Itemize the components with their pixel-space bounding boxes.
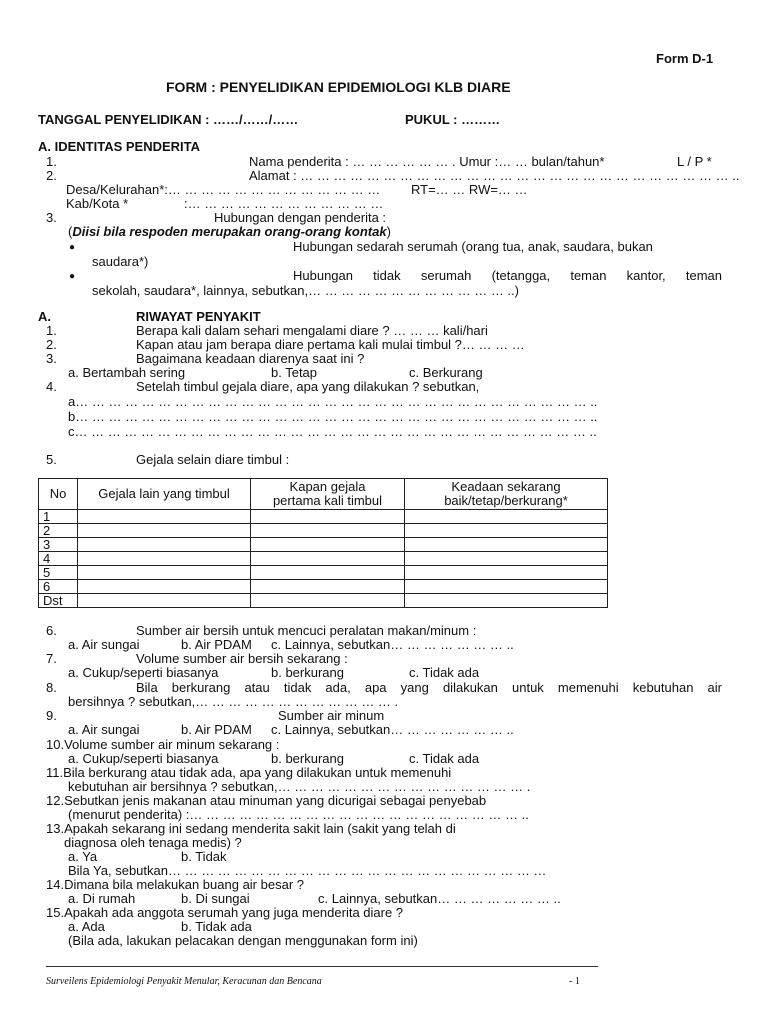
table-header-row [39, 479, 608, 510]
table-cell[interactable] [405, 524, 608, 538]
question-10: 10.Volume sumber air minum sekarang : [46, 737, 280, 752]
option-c: c. Lainnya, sebutkan… … … … … … … .. [271, 637, 514, 652]
item-number: 7. [46, 651, 57, 666]
question-13-continued: diagnosa oleh tenaga medis) ? [64, 835, 242, 850]
option-a: a. Ada [68, 919, 105, 934]
table-row [39, 552, 608, 566]
question-11-continued: kebutuhan air bersihnya ? sebutkan,… … … … … … … … … … … … … … … . [68, 779, 531, 794]
option-c: c. Lainnya, sebutkan… … … … … … … .. [271, 722, 514, 737]
table-cell[interactable] [251, 552, 405, 566]
table-header: No [39, 479, 78, 510]
table-cell[interactable] [251, 594, 405, 608]
question-7: Volume sumber air bersih sekarang : [136, 651, 348, 666]
item-number: 9. [46, 708, 57, 723]
option-b: b. berkurang [271, 665, 344, 680]
sex-field: L / P * [677, 154, 712, 169]
table-cell[interactable] [78, 580, 251, 594]
question-15: 15.Apakah ada anggota serumah yang juga menderita diare ? [46, 905, 404, 920]
alamat-field: Alamat : … … … … … … … … … … … … … … … … … … … … … … … … … … .. [249, 168, 740, 183]
answer-line-a: a… … … … … … … … … … … … … … … … … … … … … … … … … … … … … … … .. [68, 394, 598, 409]
table-cell[interactable] [78, 524, 251, 538]
question-5: Gejala selain diare timbul : [136, 452, 290, 467]
item-number: 6. [46, 623, 57, 638]
question-6: Sumber air bersih untuk mencuci peralatan makan/minum : [136, 623, 477, 638]
table-row [39, 580, 608, 594]
table-cell[interactable] [251, 566, 405, 580]
tanggal-field: TANGGAL PENYELIDIKAN : ……/……/…… [38, 112, 299, 127]
form-code: Form D-1 [656, 51, 714, 66]
row-number: 1 [39, 510, 78, 524]
table-cell[interactable] [251, 580, 405, 594]
symptom-table [38, 478, 608, 608]
option-a: a. Cukup/seperti biasanya [68, 751, 219, 766]
item-number: 3. [46, 351, 57, 366]
row-number: 2 [39, 524, 78, 538]
table-cell[interactable] [405, 552, 608, 566]
rt-rw-field: RT=… … RW=… … [411, 182, 528, 197]
table-header: Kapan gejala pertama kali timbul [251, 479, 405, 510]
table-row [39, 538, 608, 552]
item-number: 5. [46, 452, 57, 467]
question-12: 12.Sebutkan jenis makanan atau minuman yang dicurigai sebagai penyebab [46, 793, 487, 808]
question-11: 11.Bila berkurang atau tidak ada, apa yang dilakukan untuk memenuhi [46, 765, 452, 780]
footer-divider [46, 966, 598, 967]
question-4: Setelah timbul gejala diare, apa yang dilakukan ? sebutkan, [136, 379, 480, 394]
option-b: b. Di sungai [181, 891, 250, 906]
item-number: 4. [46, 379, 57, 394]
table-cell[interactable] [78, 538, 251, 552]
question-12-continued: (menurut penderita) :… … … … … … … … … … … … … … … … … … … … .. [68, 807, 529, 822]
pukul-field: PUKUL : ……… [405, 112, 501, 127]
row-number: 5 [39, 566, 78, 580]
table-row [39, 594, 608, 608]
hubungan-label: Hubungan dengan penderita : [214, 210, 387, 225]
table-cell[interactable] [405, 566, 608, 580]
bullet-icon: ● [69, 271, 76, 282]
option-c: c. Lainnya, sebutkan… … … … … … … .. [318, 891, 561, 906]
item-number: 3. [46, 210, 57, 225]
page-number: - 1 [569, 976, 580, 987]
row-number: 6 [39, 580, 78, 594]
option-c: c. Berkurang [409, 365, 483, 380]
item-number: 8. [46, 680, 57, 695]
table-row [39, 524, 608, 538]
table-cell[interactable] [405, 580, 608, 594]
table-cell[interactable] [78, 552, 251, 566]
kab-label: Kab/Kota * [66, 196, 129, 211]
item-number: 1. [46, 154, 57, 169]
answer-line: Bila Ya, sebutkan… … … … … … … … … … … … … … … … … … … … … … … [68, 863, 547, 878]
hubungan-tidak-serumah-line1: Hubungan tidak serumah (tetangga, teman kantor, teman [293, 268, 722, 283]
table-cell[interactable] [405, 510, 608, 524]
question-14: 14.Dimana bila melakukan buang air besar ? [46, 877, 304, 892]
item-number: 2. [46, 168, 57, 183]
question-8: Bila berkurang atau tidak ada, apa yang dilakukan untuk memenuhi kebutuhan air [136, 680, 722, 695]
table-cell[interactable] [405, 594, 608, 608]
instruction-note: (Bila ada, lakukan pelacakan dengan menggunakan form ini) [68, 933, 418, 948]
table-cell[interactable] [78, 566, 251, 580]
table-cell[interactable] [251, 510, 405, 524]
table-header: Gejala lain yang timbul [78, 479, 251, 510]
table-cell[interactable] [78, 510, 251, 524]
table-row [39, 510, 608, 524]
item-number: 2. [46, 337, 57, 352]
table-header: Keadaan sekarang baik/tetap/berkurang* [405, 479, 608, 510]
option-b: b. Tidak ada [181, 919, 252, 934]
option-b: b. Air PDAM [181, 637, 252, 652]
option-b: b. Air PDAM [181, 722, 252, 737]
section-b-letter: A. [38, 309, 51, 324]
table-row [39, 566, 608, 580]
footer-text: Surveilens Epidemiologi Penyakit Menular, Keracunan dan Bencana [46, 976, 322, 987]
option-a: a. Air sungai [68, 722, 140, 737]
question-2: Kapan atau jam berapa diare pertama kali mulai timbul ?… … … … [136, 337, 525, 352]
hubungan-tidak-serumah-line2: sekolah, saudara*, lainnya, sebutkan,… … … … … … … … … … … … ..) [92, 283, 519, 298]
form-title: FORM : PENYELIDIKAN EPIDEMIOLOGI KLB DIARE [166, 79, 511, 95]
question-3: Bagaimana keadaan diarenya saat ini ? [136, 351, 365, 366]
question-13: 13.Apakah sekarang ini sedang menderita sakit lain (sakit yang telah di [46, 821, 456, 836]
option-b: b. Tetap [271, 365, 318, 380]
answer-line-c: c… … … … … … … … … … … … … … … … … … … … … … … … … … … … … … … .. [68, 424, 597, 439]
row-number: Dst [39, 594, 78, 608]
table-cell[interactable] [251, 524, 405, 538]
option-c: c. Tidak ada [409, 665, 480, 680]
question-9: Sumber air minum [278, 708, 385, 723]
kab-field: :… … … … … … … … … … … … [184, 196, 384, 211]
option-b: b. Tidak [181, 849, 227, 864]
item-number: 1. [46, 323, 57, 338]
bullet-icon: ● [69, 242, 76, 253]
option-a: a. Air sungai [68, 637, 140, 652]
option-a: a. Di rumah [68, 891, 136, 906]
question-1: Berapa kali dalam sehari mengalami diare ? … … … kali/hari [136, 323, 488, 338]
section-a-heading: A. IDENTITAS PENDERITA [38, 139, 201, 154]
hubungan-sedarah-line1: Hubungan sedarah serumah (orang tua, anak, saudara, bukan [293, 239, 653, 254]
option-a: a. Cukup/seperti biasanya [68, 665, 219, 680]
row-number: 4 [39, 552, 78, 566]
nama-umur-field: Nama penderita : … … … … … … . Umur :… … bulan/tahun* [249, 154, 605, 169]
option-a: a. Ya [68, 849, 98, 864]
option-a: a. Bertambah sering [68, 365, 186, 380]
section-b-heading: RIWAYAT PENYAKIT [136, 309, 261, 324]
hubungan-sedarah-line2: saudara*) [92, 254, 149, 269]
desa-field: Desa/Kelurahan*:… … … … … … … … … … … … … [66, 182, 381, 197]
option-c: c. Tidak ada [409, 751, 480, 766]
answer-line-b: b… … … … … … … … … … … … … … … … … … … … … … … … … … … … … … … .. [68, 409, 598, 424]
table-cell[interactable] [251, 538, 405, 552]
row-number: 3 [39, 538, 78, 552]
question-8-continued: bersihnya ? sebutkan,… … … … … … … … … … … … . [68, 694, 399, 709]
table-cell[interactable] [405, 538, 608, 552]
contact-note: (Diisi bila respoden merupakan orang-orang kontak) [68, 224, 391, 239]
option-b: b. berkurang [271, 751, 344, 766]
table-cell[interactable] [78, 594, 251, 608]
